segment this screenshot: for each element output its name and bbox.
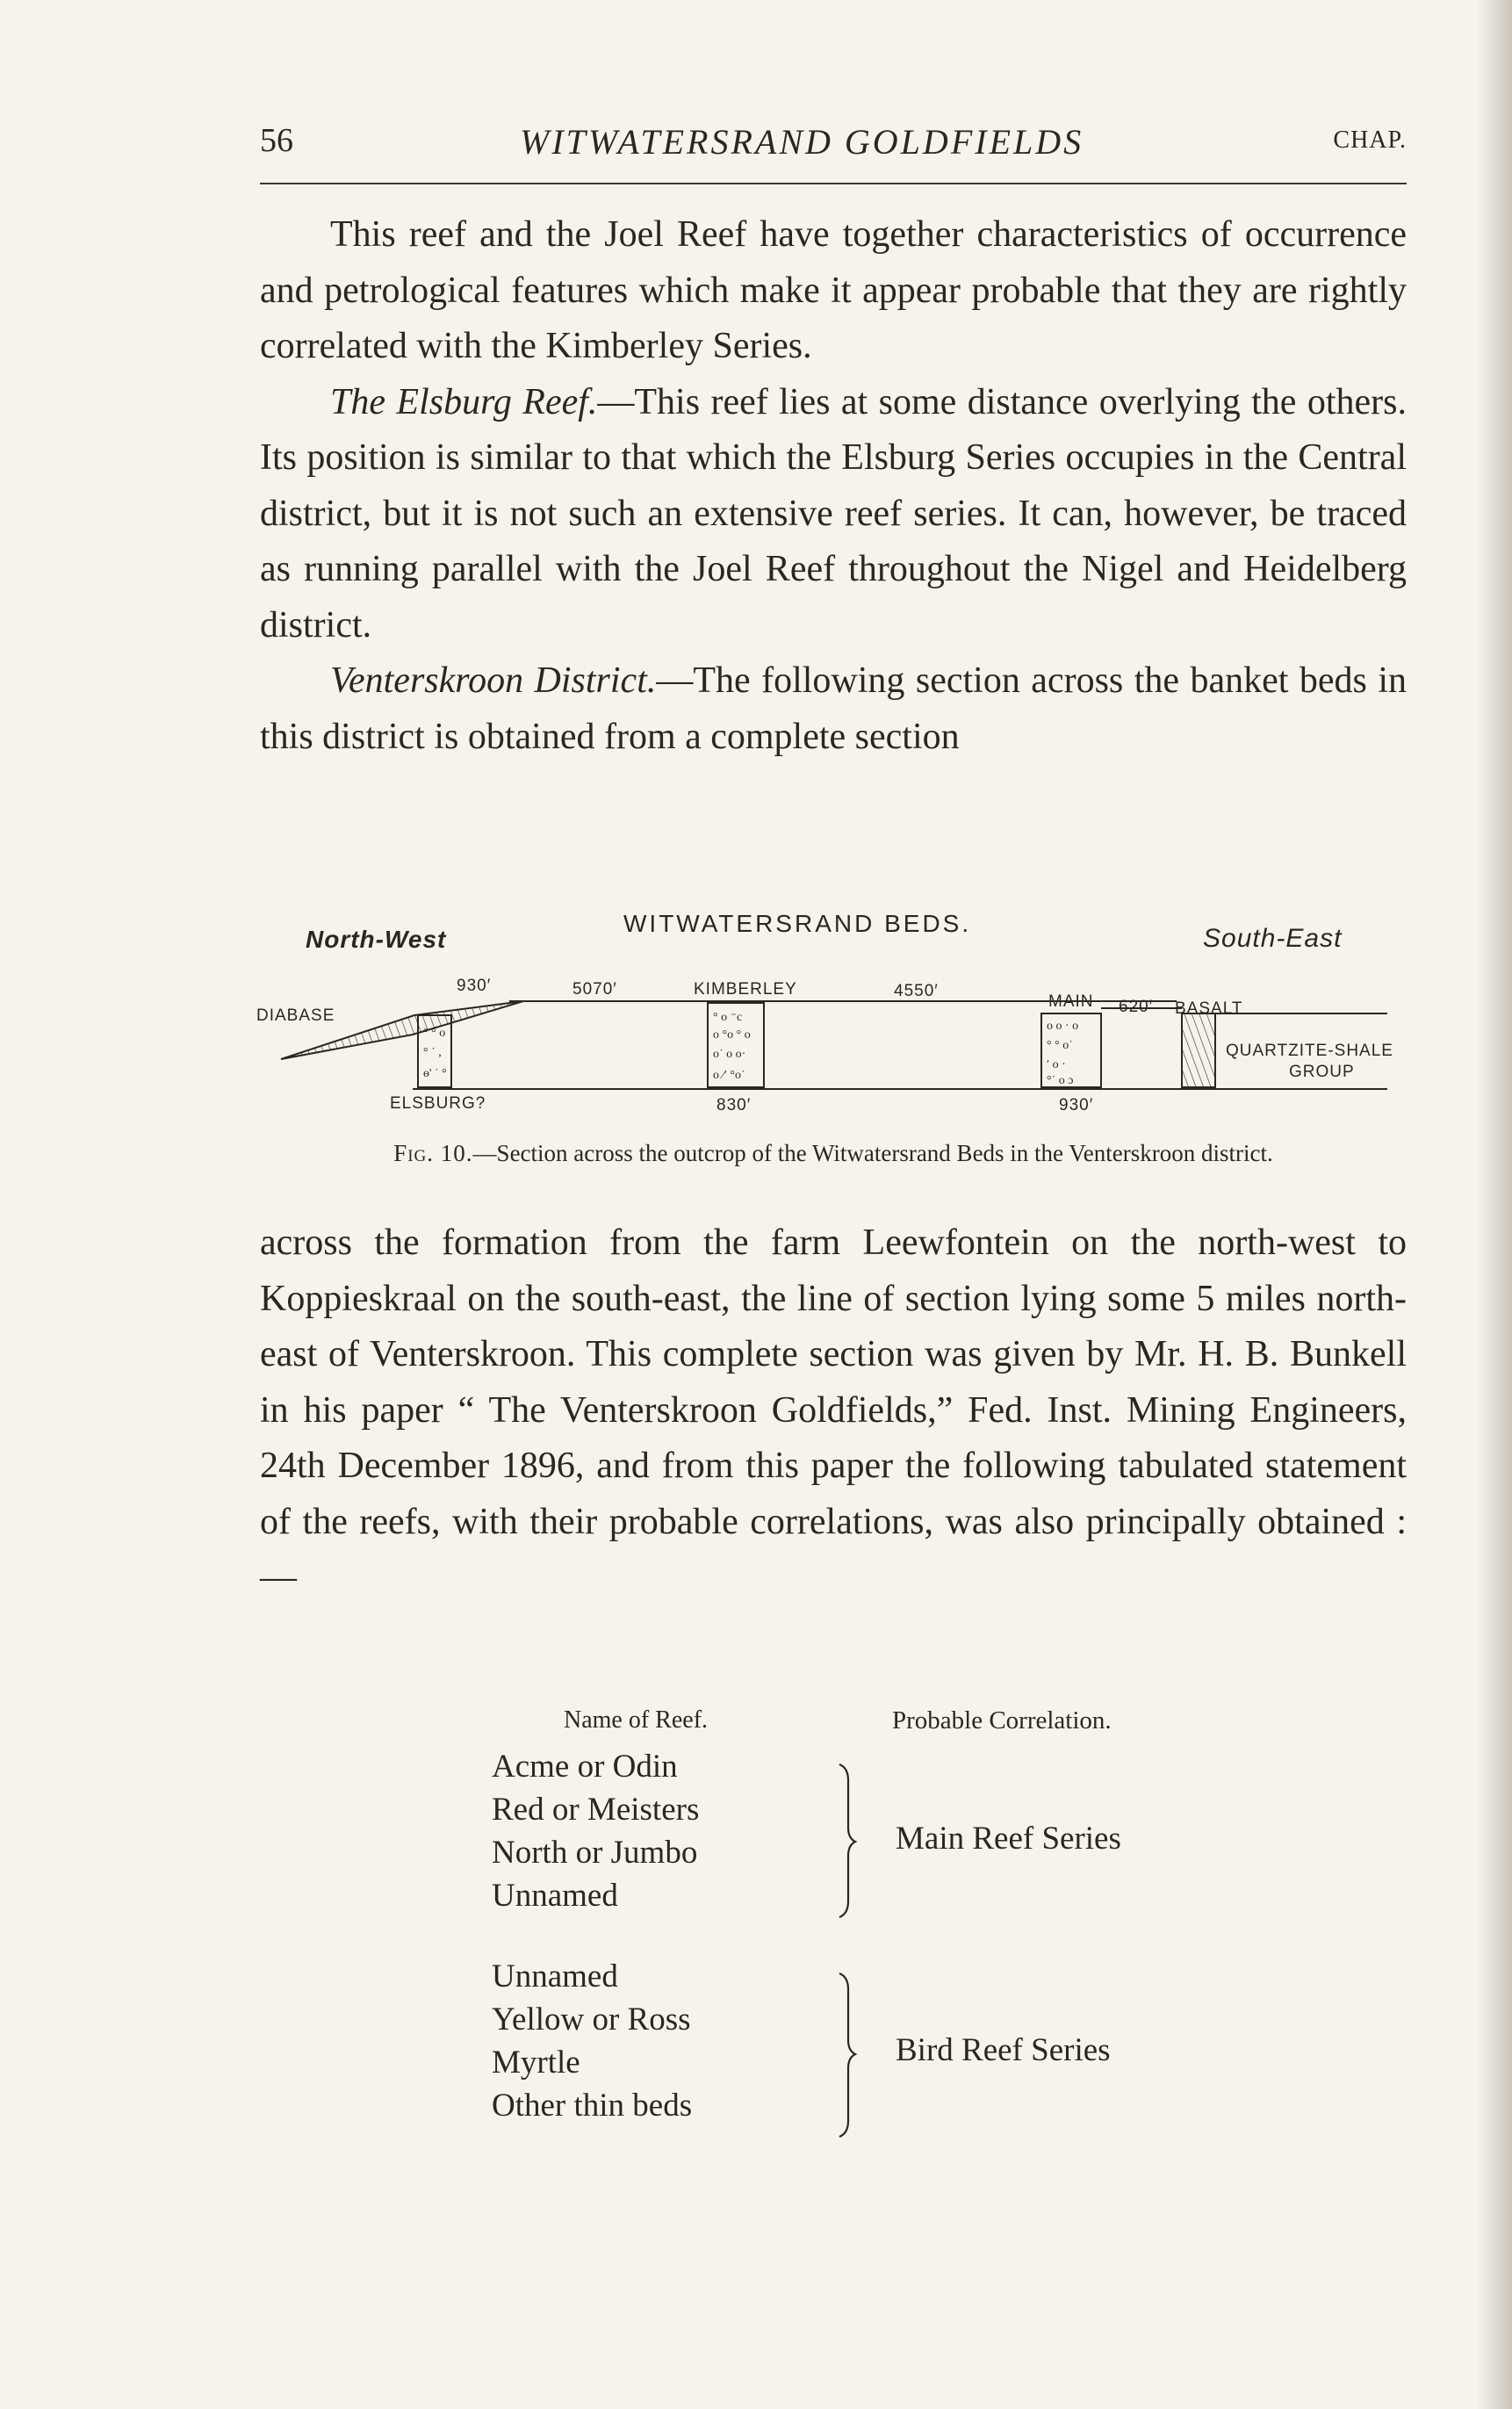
list-item: Red or Meisters [492,1792,700,1828]
kimberley-label: KIMBERLEY [694,980,797,999]
paragraph-kimberley: This reef and the Joel Reef have together characteristics of occurrence and petrological features which make it appear probable that they are rightly correlated with the Kimberley Series. [260,214,1407,366]
list-item: Myrtle [492,2045,580,2081]
caption-text: —Section across the outcrop of the Witwatersrand Beds in the Venterskroon district. [472,1140,1273,1166]
main-label: MAIN [1048,992,1094,1011]
quartzite-label: QUARTZITE-SHALE [1226,1042,1393,1060]
list-item: Yellow or Ross [492,2001,691,2038]
svg-text:° o ⁻c: ° o ⁻c [713,1011,743,1024]
list-item: Acme or Odin [492,1749,678,1785]
thickness-830: 830′ [716,1096,752,1114]
list-item: Unnamed [492,1958,618,1994]
reef-group-1 [492,1745,699,1917]
reef-correlation-table [492,1699,1194,2139]
reef-group-2 [492,1955,692,2127]
svg-text:ɵ' ˙ °: ɵ' ˙ ° [423,1067,447,1080]
list-item: North or Jumbo [492,1835,698,1871]
body-text-top [260,207,1407,765]
south-east-label: South-East [1203,924,1343,953]
correlation-header: Probable Correlation. [892,1706,1112,1735]
body-text-bottom [260,1215,1407,1606]
svg-text:°˙ o ɔ: °˙ o ɔ [1047,1074,1074,1087]
header-rule [260,183,1407,184]
running-title: WITWATERSRAND GOLDFIELDS [520,122,1084,162]
diabase-label: DIABASE [256,1006,335,1025]
svg-text:o ⁄′ °o˙: o ⁄′ °o˙ [713,1069,745,1082]
basalt-label: BASALT [1175,999,1243,1018]
paragraph-elsburg [260,375,1407,654]
figure-title: WITWATERSRAND BEDS. [623,910,972,937]
brace-group-2 [834,1970,869,2139]
venterskroon-body: —The following section across the banket beds in this district is obtained from a complete section [260,660,1407,757]
reef-name-header: Name of Reef. [564,1706,709,1734]
list-item: Other thin beds [492,2088,693,2124]
thickness-930-top: 930′ [457,977,492,995]
thickness-4550: 4550′ [894,982,939,1000]
correlation-main-reef: Main Reef Series [896,1821,1121,1857]
svg-text:o o · o: o o · o [1047,1020,1079,1033]
page-number: 56 [260,122,293,159]
thickness-930-bottom: 930′ [1059,1096,1094,1114]
paragraph-section-source: across the formation from the farm Leewfontein on the north-west to Koppieskraal on the south-east, the line of section lying some 5 miles north-east of Venterskroon. This complete section was given by Mr. H. B. Bunkell in his paper “ The Venterskroon Goldfields,” Fed. Inst. Mining Engineers, 24th December 1896, and from this paper the following tabulated statement of the reefs, with their probable correlations, was also principally obtained :— [260,1223,1407,1598]
group-label: GROUP [1289,1063,1355,1081]
page-header [260,121,1407,165]
svg-text:′ o ·: ′ o · [1047,1058,1066,1071]
elsburg-body: —This reef lies at some distance overlying the others. Its position is similar to that which the Elsburg Series occupies in the Central district, but it is not such an extensive reef series. It can, however, be traced as running parallel with the Joel Reef throughout the Nigel and Heidelberg district. [260,381,1407,646]
figure-caption [260,1140,1407,1167]
svg-text:° ˙ ,: ° ˙ , [423,1046,442,1059]
section-figure [255,905,1431,1133]
brace-group-1 [834,1761,869,1919]
chapter-label: CHAP. [1333,126,1407,154]
venterskroon-heading: Venterskroon District. [330,660,657,701]
caption-fig-number: Fig. 10. [393,1140,473,1166]
elsburg-label: ELSBURG? [390,1094,486,1113]
list-item: Unnamed [492,1878,618,1914]
paragraph-venterskroon [260,653,1407,765]
north-west-label: North-West [306,926,447,953]
thickness-620: 620′ [1119,998,1154,1016]
correlation-bird-reef: Bird Reef Series [896,2032,1111,2068]
svg-text:° ° o: ° ° o [423,1027,446,1040]
svg-text:o˙ o o·: o˙ o o· [713,1048,746,1061]
svg-text:° ° o˙: ° ° o˙ [1047,1039,1073,1052]
thickness-5070: 5070′ [572,980,617,999]
elsburg-heading: The Elsburg Reef. [330,381,598,422]
svg-text:o °o ° o: o °o ° o [713,1028,751,1042]
page-edge-shadow [1477,0,1512,2409]
